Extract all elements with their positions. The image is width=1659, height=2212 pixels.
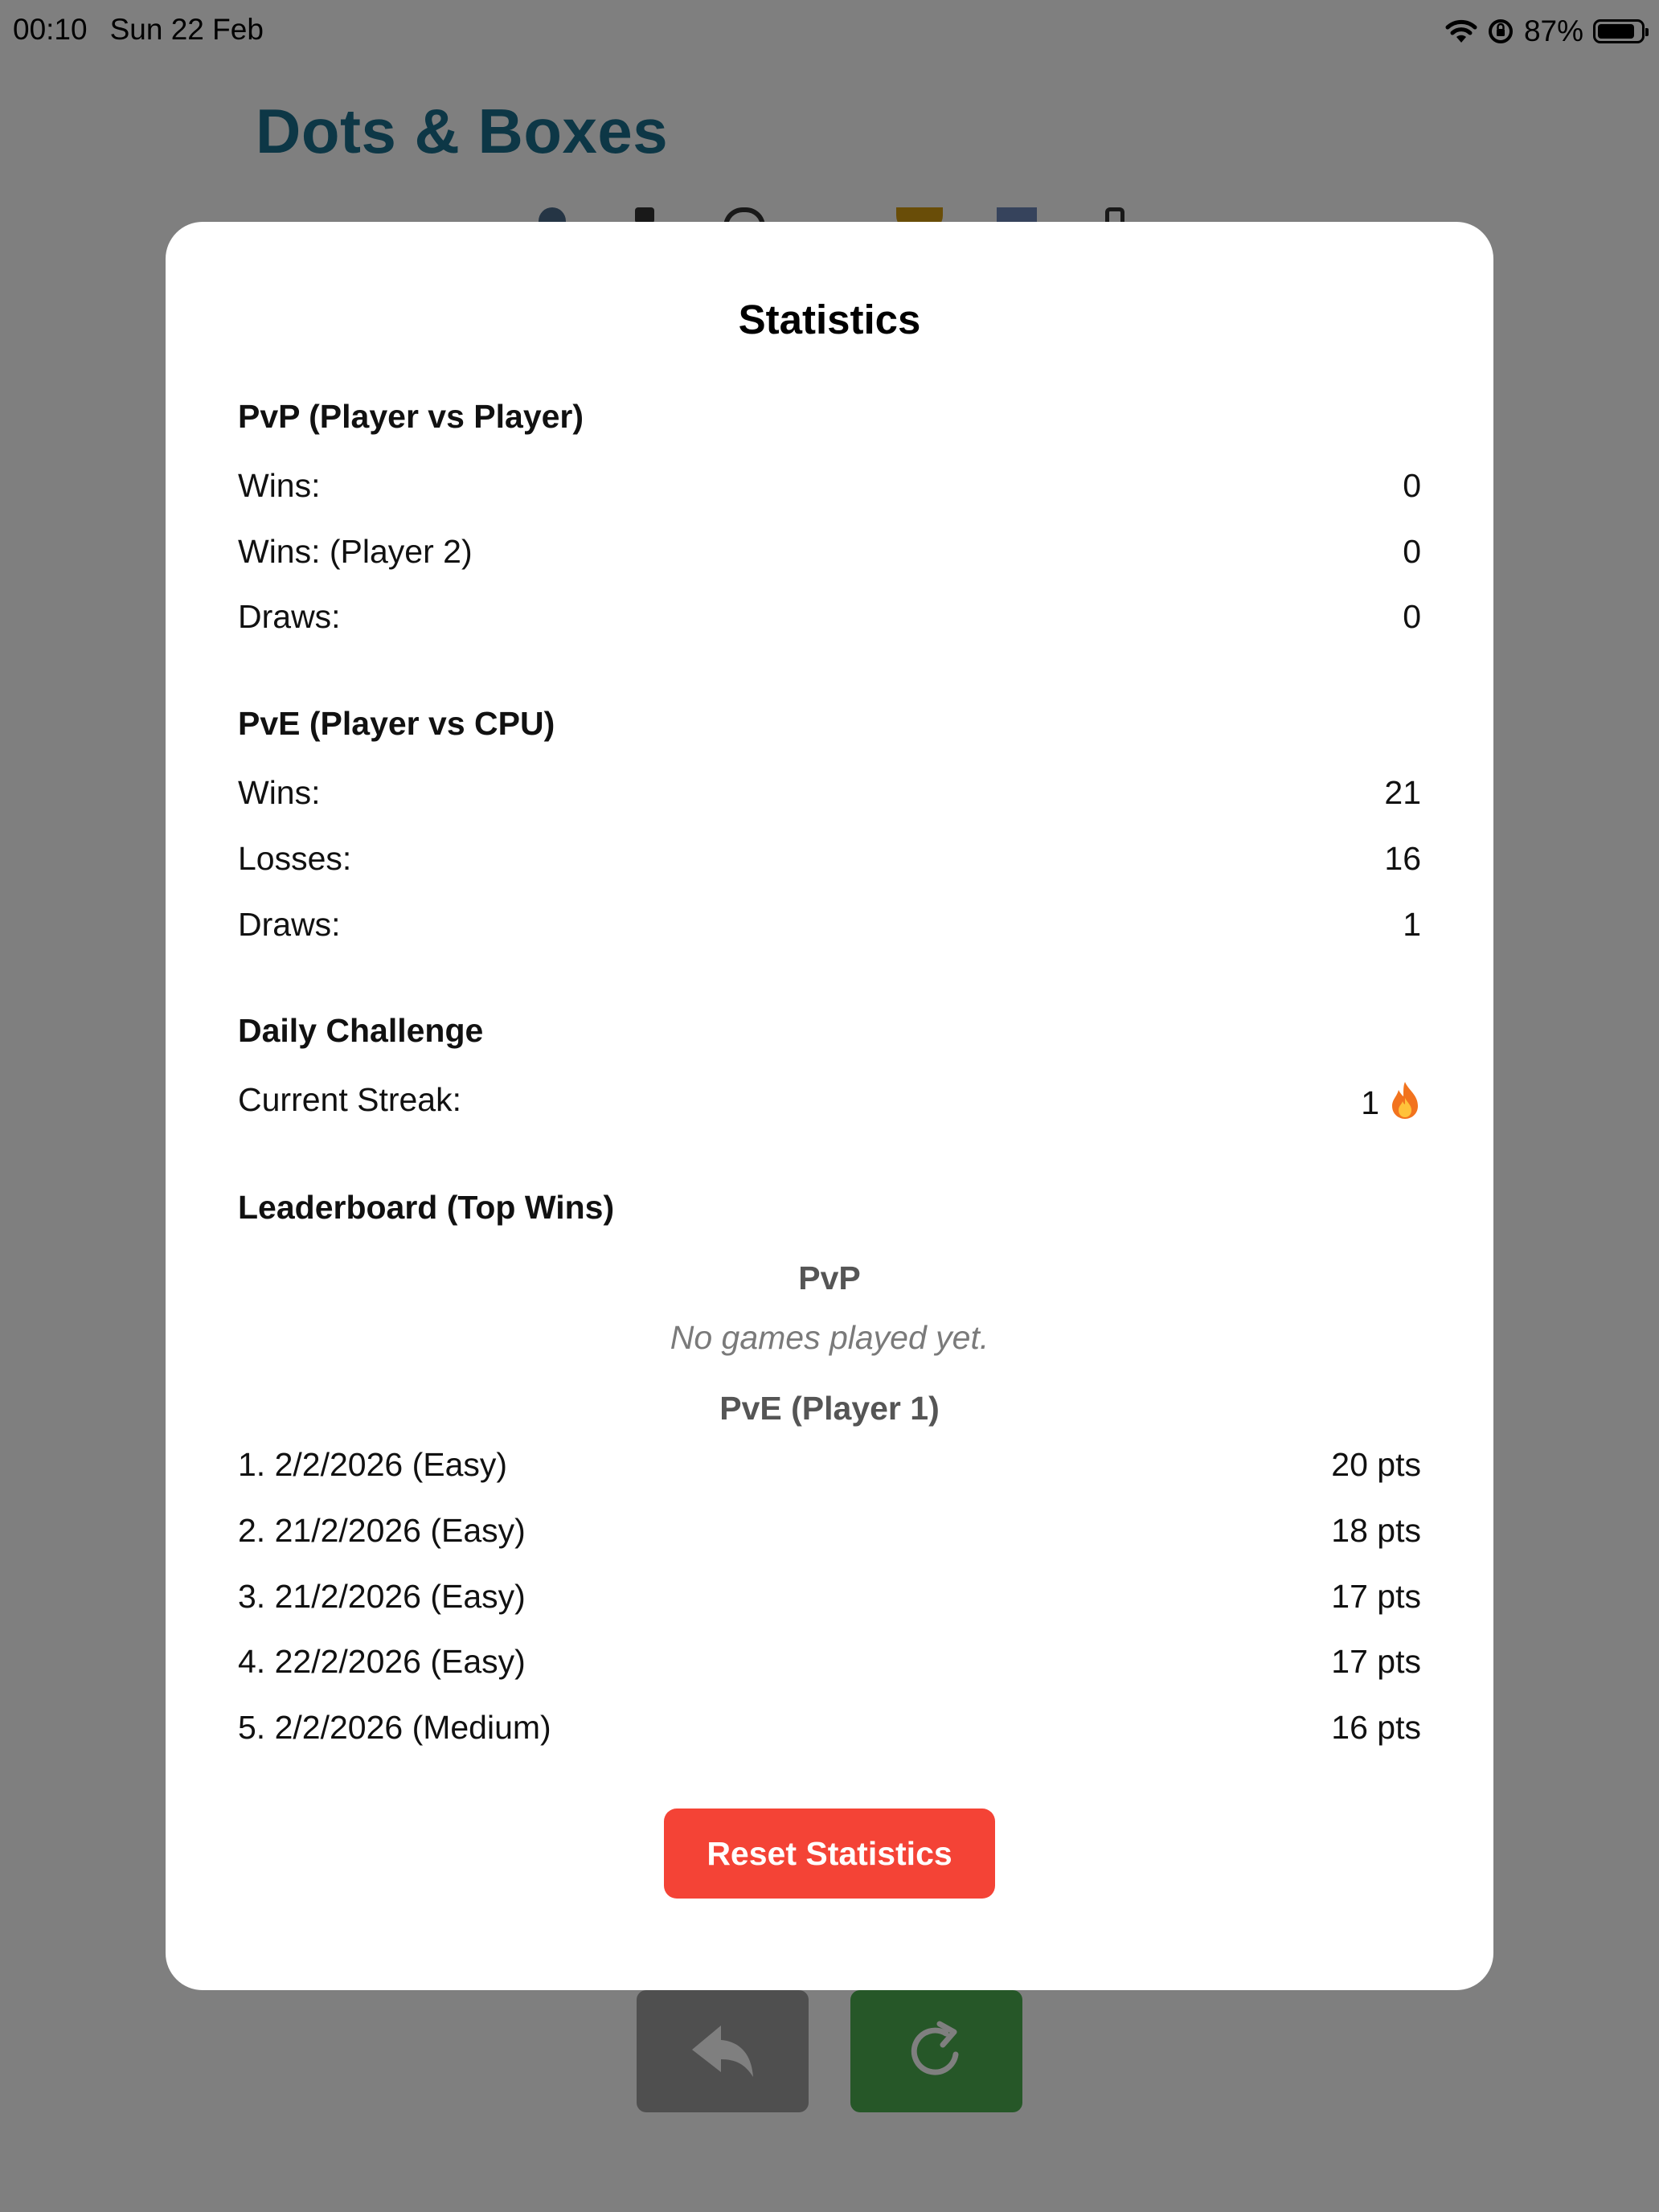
statistics-modal bbox=[166, 222, 1493, 1990]
pvp-draws-row bbox=[238, 597, 1421, 636]
reset-statistics-button[interactable]: Reset Statistics bbox=[664, 1809, 995, 1899]
status-time-date bbox=[13, 13, 264, 47]
entry-points: 18 pts bbox=[1331, 1512, 1421, 1549]
stat-value: 16 bbox=[1384, 840, 1421, 877]
stat-label: Draws: bbox=[238, 906, 341, 943]
stat-label: Wins: bbox=[238, 467, 321, 504]
streak-value-wrap bbox=[1361, 1080, 1421, 1122]
leaderboard-pve-heading: PvE (Player 1) bbox=[719, 1390, 940, 1427]
stat-value: 0 bbox=[1403, 598, 1421, 635]
stat-label: Wins: (Player 2) bbox=[238, 533, 473, 570]
leaderboard-entry bbox=[238, 1511, 1421, 1550]
current-streak-row bbox=[238, 1080, 1421, 1119]
battery-percent: 87% bbox=[1523, 14, 1583, 47]
modal-title: Statistics bbox=[738, 297, 921, 342]
battery-icon bbox=[1593, 19, 1645, 43]
leaderboard-entry bbox=[238, 1445, 1421, 1484]
leaderboard-entry bbox=[238, 1708, 1421, 1747]
leaderboard-entry bbox=[238, 1642, 1421, 1681]
entry-points: 20 pts bbox=[1331, 1446, 1421, 1483]
stat-label: Wins: bbox=[238, 774, 321, 811]
stat-label: Current Streak: bbox=[238, 1081, 461, 1118]
leaderboard-pvp-empty: No games played yet. bbox=[670, 1319, 989, 1356]
entry-points: 17 pts bbox=[1331, 1578, 1421, 1615]
entry-points: 17 pts bbox=[1331, 1643, 1421, 1680]
streak-value: 1 bbox=[1361, 1084, 1379, 1121]
wifi-icon bbox=[1445, 18, 1477, 44]
stat-value: 0 bbox=[1403, 533, 1421, 570]
leaderboard-heading: Leaderboard (Top Wins) bbox=[238, 1189, 615, 1226]
stat-value: 0 bbox=[1403, 467, 1421, 504]
entry-points: 16 pts bbox=[1331, 1709, 1421, 1746]
status-indicators bbox=[1445, 11, 1645, 51]
daily-challenge-heading: Daily Challenge bbox=[238, 1012, 484, 1049]
status-date: Sun 22 Feb bbox=[109, 13, 264, 46]
pve-losses-row bbox=[238, 839, 1421, 878]
flame-icon bbox=[1389, 1080, 1421, 1120]
stat-label: Losses: bbox=[238, 840, 352, 877]
pve-heading: PvE (Player vs CPU) bbox=[238, 705, 555, 742]
leaderboard-pvp-heading: PvP bbox=[798, 1260, 861, 1296]
pvp-heading: PvP (Player vs Player) bbox=[238, 398, 584, 435]
stat-label: Draws: bbox=[238, 598, 341, 635]
leaderboard-entry bbox=[238, 1577, 1421, 1616]
stat-value: 21 bbox=[1384, 774, 1421, 811]
pve-draws-row bbox=[238, 905, 1421, 944]
pvp-wins-row bbox=[238, 466, 1421, 505]
pvp-wins-player2-row bbox=[238, 532, 1421, 571]
status-time: 00:10 bbox=[13, 13, 88, 46]
orientation-lock-icon bbox=[1487, 18, 1514, 45]
entry-label: 2. 21/2/2026 (Easy) bbox=[238, 1512, 526, 1549]
entry-label: 4. 22/2/2026 (Easy) bbox=[238, 1643, 526, 1680]
entry-label: 3. 21/2/2026 (Easy) bbox=[238, 1578, 526, 1615]
pve-wins-row bbox=[238, 773, 1421, 812]
stat-value: 1 bbox=[1403, 906, 1421, 943]
entry-label: 5. 2/2/2026 (Medium) bbox=[238, 1709, 551, 1746]
status-bar bbox=[0, 0, 1659, 64]
battery-level-fill bbox=[1598, 24, 1634, 39]
entry-label: 1. 2/2/2026 (Easy) bbox=[238, 1446, 508, 1483]
